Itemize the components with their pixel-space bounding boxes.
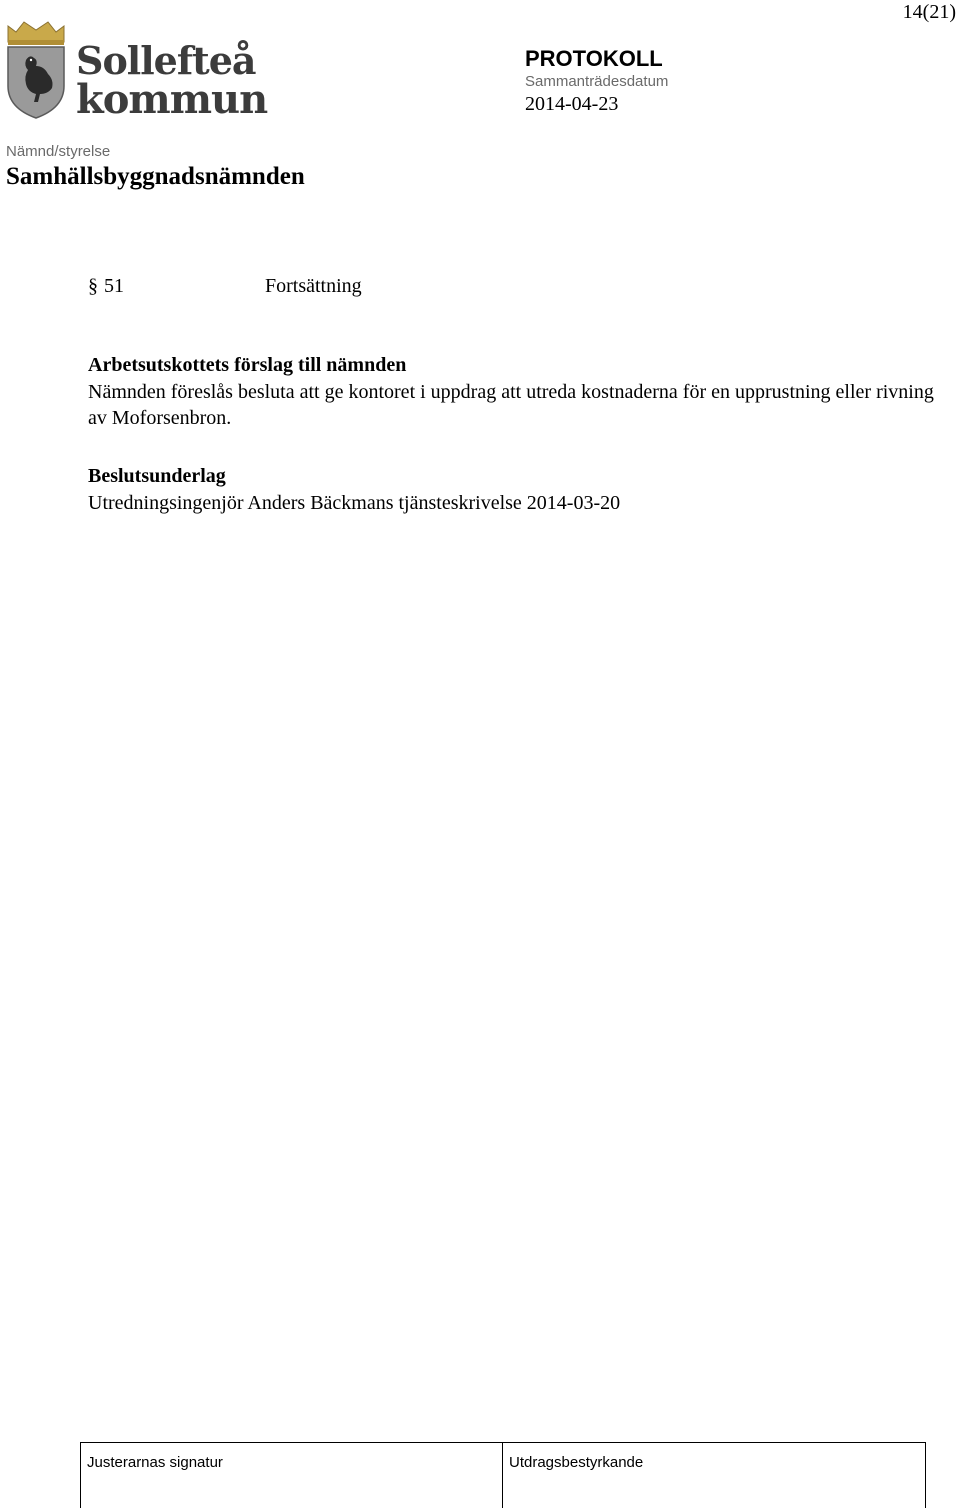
municipality-logo: [4, 20, 266, 124]
certification-cell: [503, 1443, 925, 1508]
signature-cell: [81, 1443, 503, 1508]
certification-label: Utdragsbestyrkande: [509, 1454, 644, 1471]
board-name: Samhällsbyggnadsnämnden: [6, 163, 305, 190]
page-number: 14(21): [902, 1, 956, 23]
meeting-date: 2014-04-23: [525, 93, 619, 115]
meeting-date-label: Sammanträdesdatum: [525, 73, 669, 90]
section-heading: [88, 273, 362, 299]
section-number: 51: [104, 275, 124, 297]
board-label: Nämnd/styrelse: [6, 143, 111, 160]
basis-heading: Beslutsunderlag: [88, 465, 226, 487]
logo-text-kommun: kommun: [76, 76, 268, 123]
paragraph-symbol: §: [88, 275, 98, 297]
proposal-text: Nämnden föreslås besluta att ge kontoret i uppdrag att utreda kostnaderna för en upprustning eller rivning av Moforsenbron.: [88, 381, 934, 429]
basis-text: Utredningsingenjör Anders Bäckmans tjänsteskrivelse 2014-03-20: [88, 492, 621, 514]
protocol-title: PROTOKOLL: [525, 46, 663, 71]
signature-table: [80, 1442, 926, 1508]
coat-of-arms-icon: [4, 20, 68, 120]
proposal-heading: Arbetsutskottets förslag till nämnden: [88, 354, 407, 376]
section-title: Fortsättning: [265, 275, 362, 297]
logo-text-sollefte: Sollefteå: [76, 38, 256, 83]
signature-label: Justerarnas signatur: [87, 1454, 223, 1471]
